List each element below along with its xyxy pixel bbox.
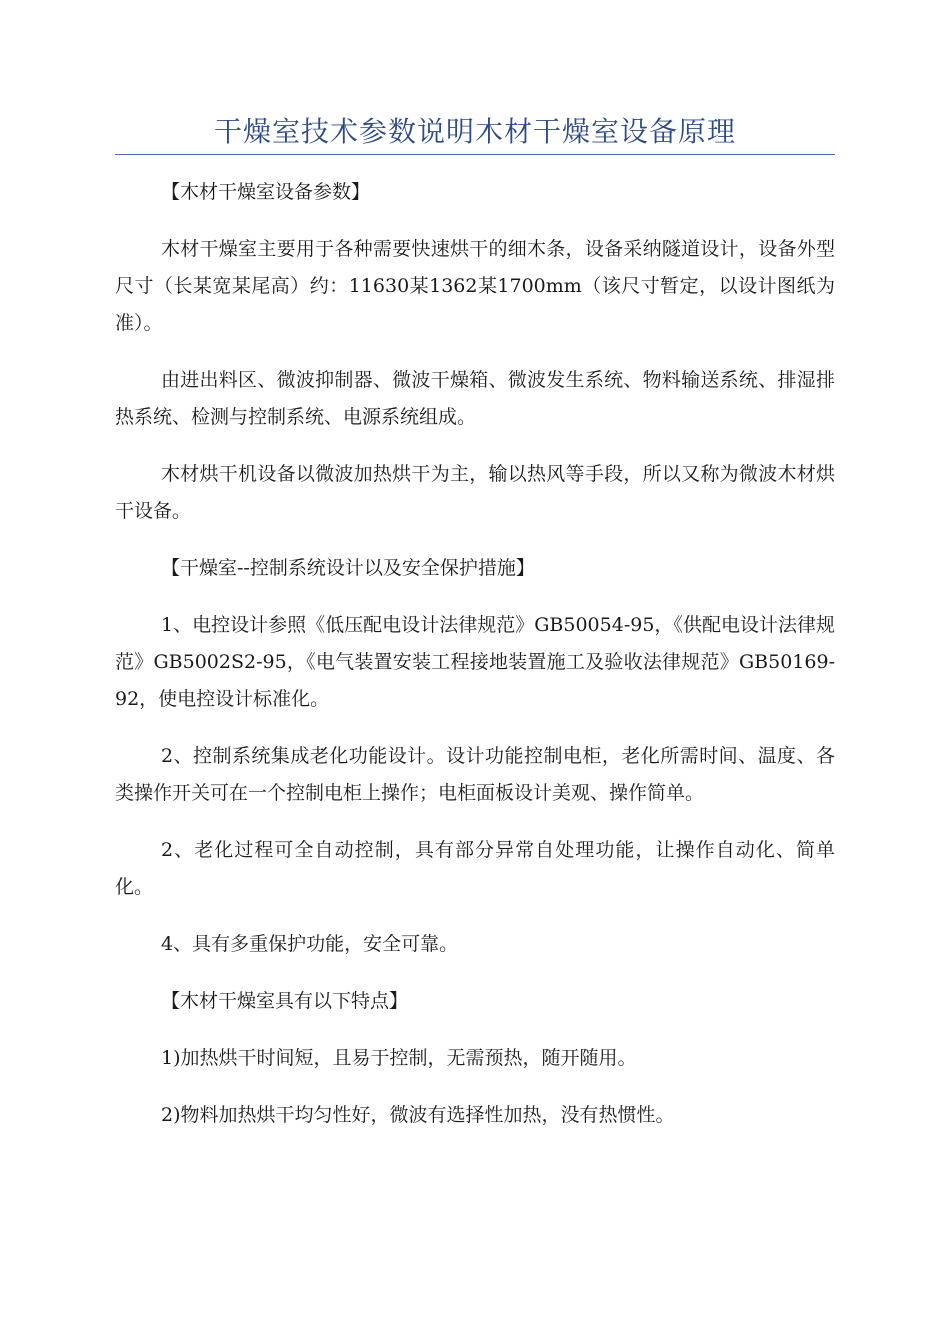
section-heading-parameters: 【木材干燥室设备参数】 [161,181,371,203]
section-heading-control-system: 【干燥室--控制系统设计以及安全保护措施】 [161,557,535,579]
paragraph-protection: 4、具有多重保护功能，安全可靠。 [161,933,459,955]
document-title: 干燥室技术参数说明木材干燥室设备原理 [213,115,736,148]
paragraph-overview: 木材干燥室主要用于各种需要快速烘干的细木条，设备采纳隧道设计，设备外型尺寸（长某宽某尾高）约：11630某1362某1700mm（该尺寸暂定，以设计图纸为准）。 [115,238,835,334]
paragraph-components: 由进出料区、微波抑制器、微波干燥箱、微波发生系统、物料输送系统、排湿排热系统、检测与控制系统、电源系统组成。 [115,369,835,428]
section-heading-features: 【木材干燥室具有以下特点】 [161,990,409,1012]
paragraph-control-cabinet: 2、控制系统集成老化功能设计。设计功能控制电柜，老化所需时间、温度、各类操作开关可在一个控制电柜上操作；电柜面板设计美观、操作简单。 [115,745,835,804]
paragraph-control-standards: 1、电控设计参照《低压配电设计法律规范》GB50054-95，《供配电设计法律规范》GB5002S2-95，《电气装置安装工程接地装置施工及验收法律规范》GB50169-92，使电控设计标准化。 [115,614,835,710]
paragraph-feature-1: 1)加热烘干时间短，且易于控制，无需预热，随开随用。 [161,1047,637,1069]
title-underline [115,154,835,155]
paragraph-feature-2: 2)物料加热烘干均匀性好，微波有选择性加热，没有热惯性。 [161,1104,675,1126]
paragraph-automatic-control: 2、老化过程可全自动控制，具有部分异常自处理功能，让操作自动化、简单化。 [115,839,835,898]
document-body [115,174,835,1154]
paragraph-heating-method: 木材烘干机设备以微波加热烘干为主，输以热风等手段，所以又称为微波木材烘干设备。 [115,463,835,522]
